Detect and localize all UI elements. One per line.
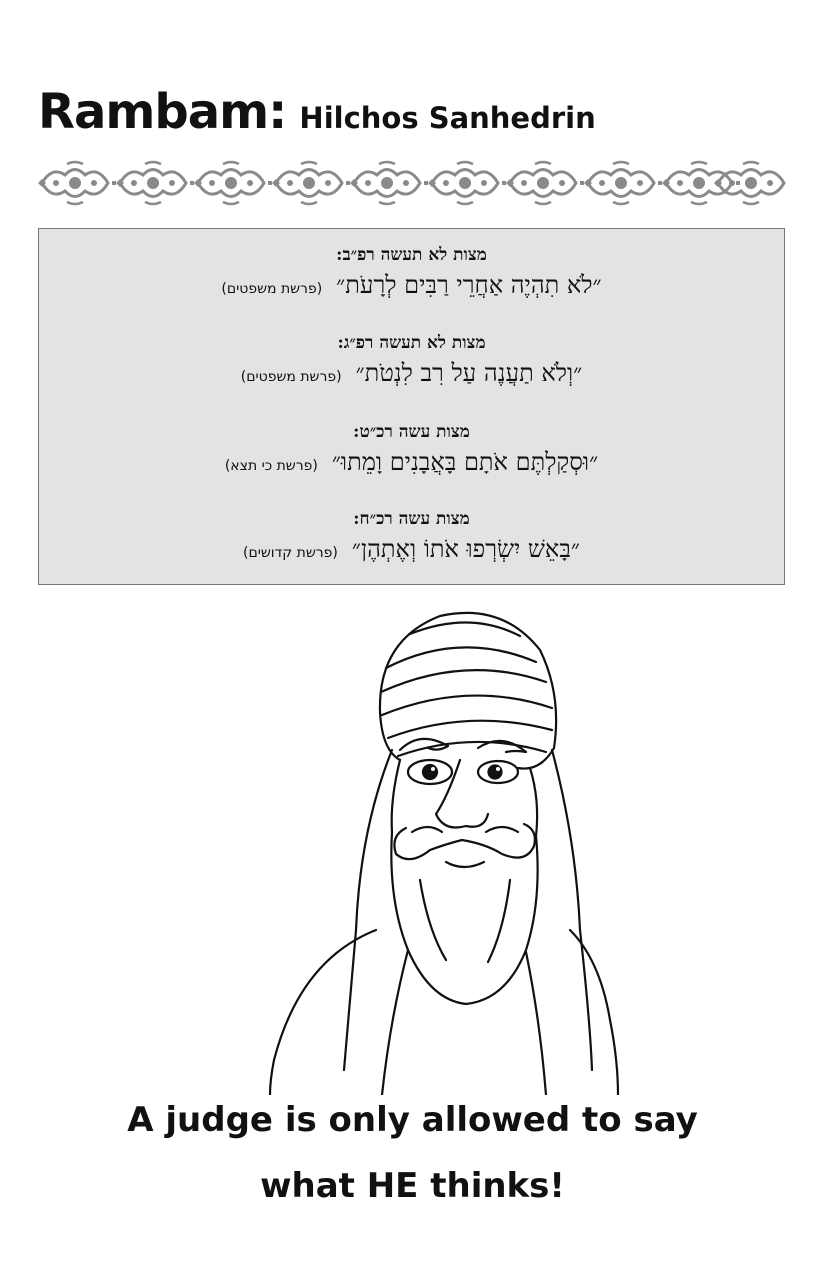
mitzvos-box: [38, 228, 785, 585]
mitzvah-label: מצות עשה רכ״ט:: [353, 422, 470, 442]
mitzvah-verse: ״בָּאֵשׁ יִשְׂרְפוּ אֹתוֹ וְאֶתְהֶן״: [351, 535, 581, 563]
mitzvah-parsha: (פרשת כי תצא): [224, 458, 318, 474]
floral-border-ornament-icon: [38, 160, 786, 206]
page-header: [38, 84, 596, 140]
mitzvah-verse: ״לֹא תִהְיֶה אַחֲרֵי רַבִּים לְרָעֹת״: [336, 271, 602, 299]
mitzvah-parsha: (פרשת קדושים): [242, 545, 338, 561]
page-title: Rambam:: [38, 84, 287, 140]
mitzvah-entry: [39, 509, 784, 564]
caption-line-1: A judge is only allowed to say: [127, 1100, 698, 1140]
caption-line-2: what HE thinks!: [260, 1166, 565, 1206]
page-subtitle: Hilchos Sanhedrin: [299, 101, 596, 135]
mitzvah-label: מצות עשה רכ״ח:: [353, 509, 470, 529]
mitzvah-parsha: (פרשת משפטים): [221, 281, 323, 297]
mitzvah-entry: [39, 422, 784, 477]
mitzvah-label: מצות לא תעשה רפ״ג:: [337, 333, 486, 353]
judge-illustration-icon: [240, 600, 620, 1095]
mitzvah-entry: [39, 333, 784, 388]
mitzvah-entry: [39, 245, 784, 300]
mitzvah-verse: ״וְלֹא תַעֲנֶה עַל רִב לִנְטֹת״: [355, 359, 583, 387]
mitzvah-label: מצות לא תעשה רפ״ב:: [336, 245, 487, 265]
mitzvah-verse: ״וּסְקַלְתֶּם אֹתָם בָּאֲבָנִים וָמֵתוּ״: [331, 448, 599, 476]
mitzvah-parsha: (פרשת משפטים): [240, 369, 342, 385]
